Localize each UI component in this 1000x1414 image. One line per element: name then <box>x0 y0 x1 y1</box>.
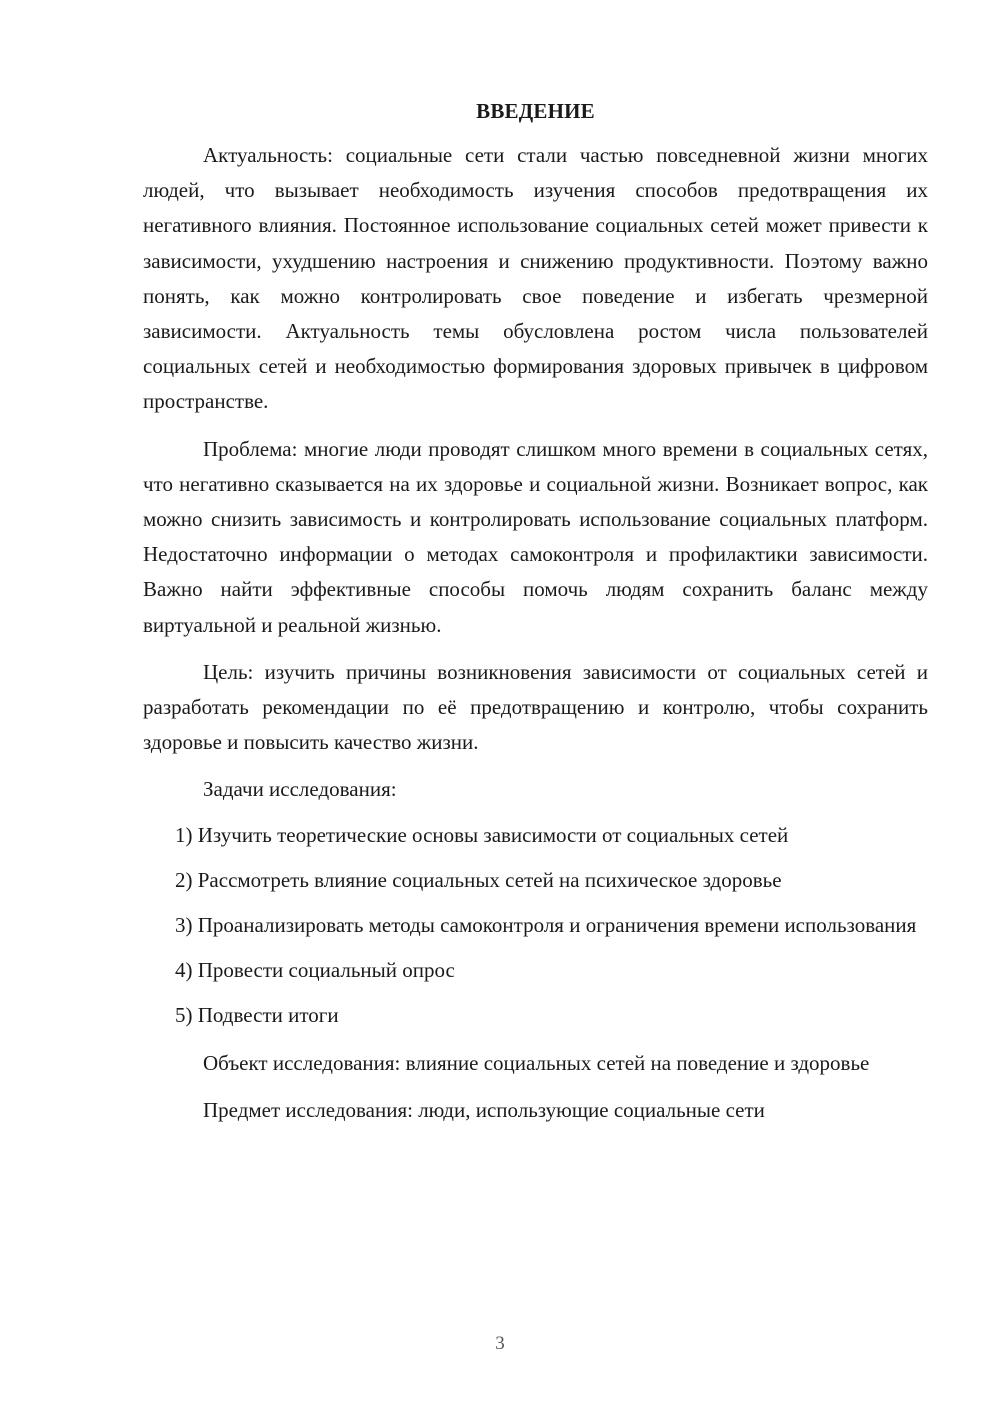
research-subject-paragraph: Предмет исследования: люди, использующие социальные сети <box>203 1097 765 1122</box>
research-object-paragraph: Объект исследования: влияние социальных сетей на поведение и здоровье <box>203 1050 870 1075</box>
problem-paragraph: Проблема: многие люди проводят слишком много времени в социальных сетях, что негативно сказывается на их здоровье и социальной жизни. Возникает вопрос, как можно снизить зависимость и контролировать использование социальных платформ. Недостаточно информации о методах самоконтроля и профилактики зависимости. Важно найти эффективные способы помочь людям сохранить баланс между виртуальной и реальной жизнью. <box>143 436 928 637</box>
page-number: 3 <box>495 1333 505 1354</box>
task-item-5: 5) Подвести итоги <box>175 1003 339 1028</box>
task-item-3: 3) Проанализировать методы самоконтроля и ограничения времени использования <box>175 913 917 938</box>
section-title: ВВЕДЕНИЕ <box>476 99 595 123</box>
relevance-paragraph: Актуальность: социальные сети стали частью повседневной жизни многих людей, что вызывает необходимость изучения способов предотвращения их негативного влияния. Постоянное использование социальных сетей может привести к зависимости, ухудшению настроения и снижению продуктивности. Поэтому важно понять, как можно контролировать свое поведение и избегать чрезмерной зависимости. Актуальность темы обусловлена ростом числа пользователей социальных сетей и необходимостью формирования здоровых привычек в цифровом пространстве. <box>143 143 928 414</box>
tasks-heading: Задачи исследования: <box>203 777 397 802</box>
goal-paragraph: Цель: изучить причины возникновения зависимости от социальных сетей и разработать рекомендации по её предотвращению и контролю, чтобы сохранить здоровье и повысить качество жизни. <box>143 659 928 755</box>
task-item-4: 4) Провести социальный опрос <box>175 958 455 983</box>
task-item-1: 1) Изучить теоретические основы зависимости от социальных сетей <box>175 822 789 847</box>
task-item-2: 2) Рассмотреть влияние социальных сетей на психическое здоровье <box>175 867 782 892</box>
page-content <box>143 96 928 1128</box>
